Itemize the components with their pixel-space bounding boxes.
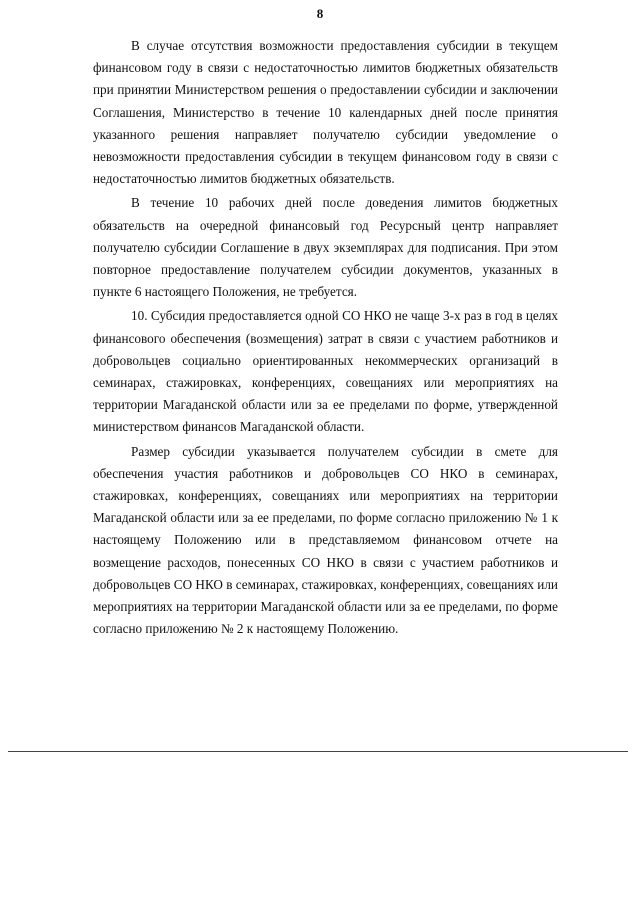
paragraph: В случае отсутствия возможности предоставления субсидии в текущем финансовом году в связи с недостаточностью лимитов бюджетных обязательств при принятии Министерством решения о предоставлении субсидии и заключении Соглашения, Министерство в течение 10 календарных дней после принятия указанного решения направляет получателю субсидии уведомление о невозможности предоставления субсидии в текущем финансовом году в связи с недостаточностью лимитов бюджетных обязательств. bbox=[93, 38, 558, 187]
document-body bbox=[93, 35, 558, 642]
paragraph: 10. Субсидия предоставляется одной СО НКО не чаще 3-х раз в год в целях финансового обеспечения (возмещения) затрат в связи с участием работников и добровольцев социально ориентированных некоммерческих организаций в семинарах, стажировках, конференциях, совещаниях или мероприятиях на территории Магаданской области или за ее пределами по форме, утвержденной министерством финансов Магаданской области. bbox=[93, 308, 558, 435]
page-divider-line bbox=[8, 751, 628, 752]
paragraph: В течение 10 рабочих дней после доведения лимитов бюджетных обязательств на очередной финансовый год Ресурсный центр направляет получателю субсидии Соглашение в двух экземплярах для подписания. При этом повторное предоставление получателем субсидии документов, указанных в пункте 6 настоящего Положения, не требуется. bbox=[93, 195, 558, 300]
page-number: 8 bbox=[316, 6, 324, 21]
paragraph: Размер субсидии указывается получателем субсидии в смете для обеспечения участия работников и добровольцев СО НКО в семинарах, стажировках, конференциях, совещаниях или мероприятиях на территории Магаданской области или за ее пределами, по форме согласно приложению № 1 к настоящему Положению или в представляемом финансовом отчете на возмещение расходов, понесенных СО НКО в связи с участием работников и добровольцев СО НКО в семинарах, стажировках, конференциях, совещаниях или мероприятиях на территории Магаданской области или за ее пределами, по форме согласно приложению № 2 к настоящему Положению. bbox=[93, 443, 558, 637]
